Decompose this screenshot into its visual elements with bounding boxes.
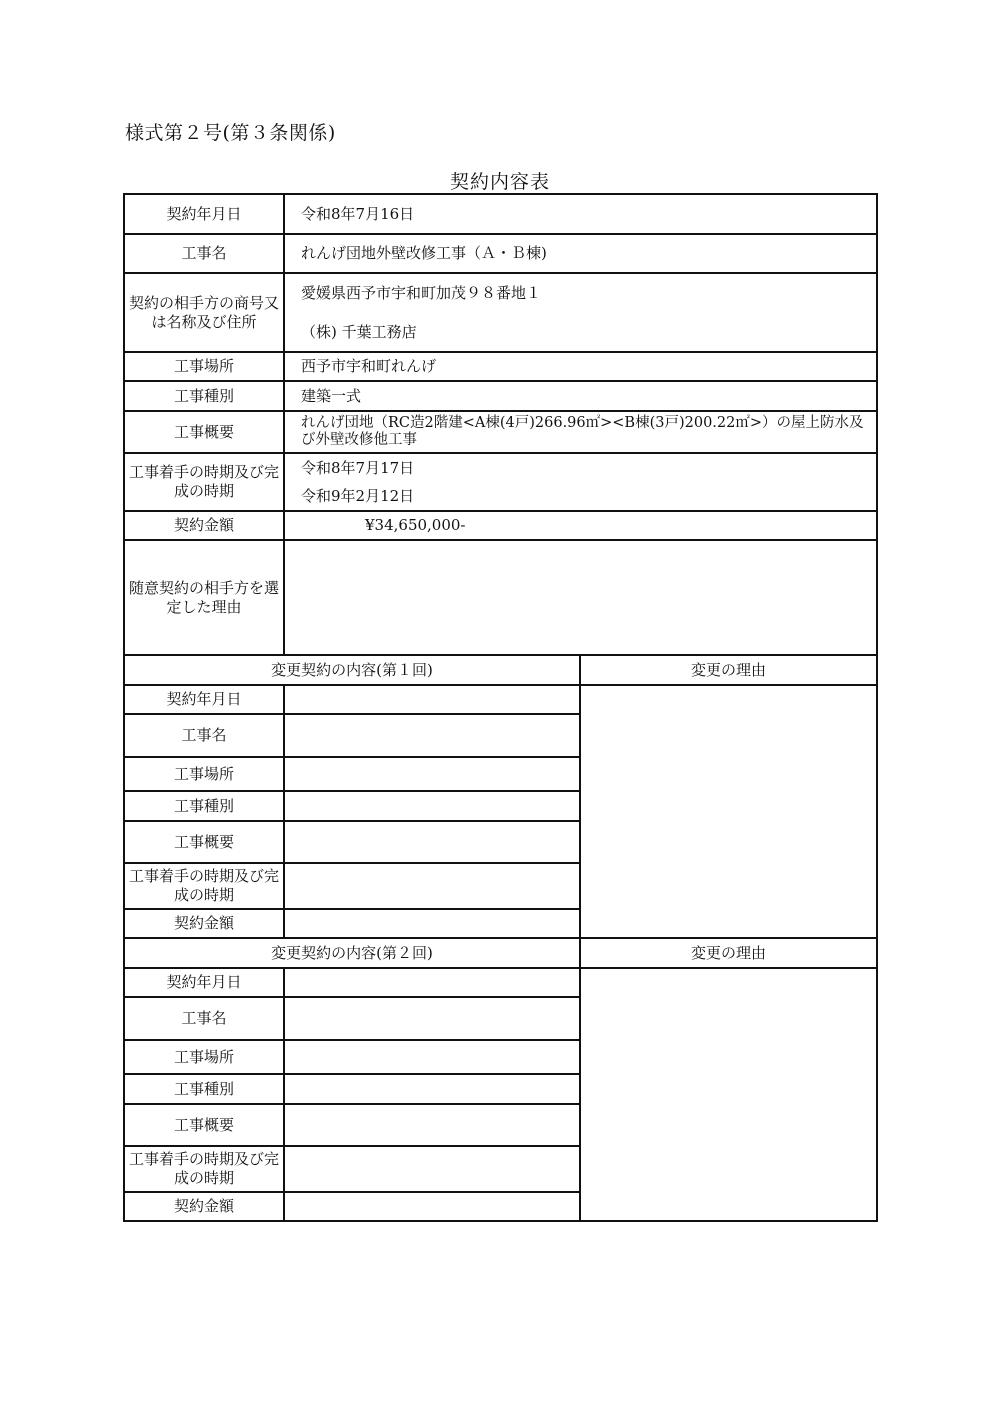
change-1-value bbox=[284, 791, 580, 821]
contract-amount-value: ¥34,650,000- bbox=[365, 516, 466, 534]
contract-amount-label: 契約金額 bbox=[124, 511, 284, 540]
change-2-reason-header: 変更の理由 bbox=[580, 938, 877, 968]
document-title: 契約内容表 bbox=[449, 171, 550, 193]
change-1-value bbox=[284, 685, 580, 714]
change-2-table bbox=[123, 937, 878, 1222]
work-summary-row bbox=[124, 411, 877, 453]
change-1-label: 工事着手の時期及び完成の時期 bbox=[124, 863, 284, 909]
contract-date-row bbox=[124, 194, 877, 234]
change-2-value bbox=[284, 1040, 580, 1074]
contract-party-label bbox=[124, 273, 284, 352]
change-2-label: 工事場所 bbox=[124, 1040, 284, 1074]
change-1-label: 工事概要 bbox=[124, 821, 284, 863]
change-1-value bbox=[284, 909, 580, 938]
work-period-end: 令和9年2月12日 bbox=[301, 486, 415, 505]
change-1-value bbox=[284, 821, 580, 863]
selection-reason-row bbox=[124, 540, 877, 655]
work-location-label: 工事場所 bbox=[124, 352, 284, 381]
work-type-row bbox=[124, 381, 877, 411]
contract-date-label: 契約年月日 bbox=[124, 194, 284, 234]
work-name-value: れんげ団地外壁改修工事（Ａ・Ｂ棟) bbox=[284, 234, 877, 273]
contract-date-value: 令和8年7月16日 bbox=[284, 194, 877, 234]
change-1-table bbox=[123, 654, 878, 939]
change-2-value bbox=[284, 997, 580, 1040]
work-type-value: 建築一式 bbox=[284, 381, 877, 411]
change-2-label: 契約年月日 bbox=[124, 968, 284, 997]
selection-reason-value bbox=[284, 540, 877, 655]
change-2-value bbox=[284, 1146, 580, 1192]
change-2-value bbox=[284, 1074, 580, 1104]
change-2-label: 工事着手の時期及び完成の時期 bbox=[124, 1146, 284, 1192]
change-1-value bbox=[284, 757, 580, 791]
work-type-label: 工事種別 bbox=[124, 381, 284, 411]
change-2-label: 工事種別 bbox=[124, 1074, 284, 1104]
contract-party-label-text: 契約の相手方の商号又は名称及び住所 bbox=[128, 293, 279, 331]
change-1-label: 契約金額 bbox=[124, 909, 284, 938]
change-1-row bbox=[124, 685, 877, 714]
change-1-header-row bbox=[124, 655, 877, 685]
contract-amount-row bbox=[124, 511, 877, 540]
change-2-value bbox=[284, 1104, 580, 1146]
contract-party-name: （株) 千葉工務店 bbox=[301, 323, 417, 341]
change-2-value bbox=[284, 1192, 580, 1221]
change-2-label: 契約金額 bbox=[124, 1192, 284, 1221]
work-summary-value: れんげ団地（RC造2階建<A棟(4戸)266.96㎡><B棟(3戸)200.22㎡>）の屋上防水及び外壁改修他工事 bbox=[284, 411, 877, 453]
contract-party-value bbox=[284, 273, 877, 352]
contract-party-row bbox=[124, 273, 877, 352]
change-1-reason-cell bbox=[580, 685, 877, 938]
change-1-header: 変更契約の内容(第１回) bbox=[124, 655, 580, 685]
change-2-header-row bbox=[124, 938, 877, 968]
change-2-reason-cell bbox=[580, 968, 877, 1221]
change-1-label: 工事名 bbox=[124, 714, 284, 757]
contract-table bbox=[123, 193, 878, 656]
work-location-row bbox=[124, 352, 877, 381]
change-2-header: 変更契約の内容(第２回) bbox=[124, 938, 580, 968]
contract-amount-cell bbox=[284, 511, 877, 540]
contract-party-address: 愛媛県西予市宇和町加茂９８番地１ bbox=[301, 284, 542, 302]
change-1-value bbox=[284, 714, 580, 757]
work-location-value: 西予市宇和町れんげ bbox=[284, 352, 877, 381]
change-2-label: 工事概要 bbox=[124, 1104, 284, 1146]
work-name-row bbox=[124, 234, 877, 273]
work-name-label: 工事名 bbox=[124, 234, 284, 273]
work-period-start: 令和8年7月17日 bbox=[301, 458, 415, 477]
work-period-value bbox=[284, 453, 877, 511]
change-1-reason-header: 変更の理由 bbox=[580, 655, 877, 685]
change-1-value bbox=[284, 863, 580, 909]
change-1-label: 工事種別 bbox=[124, 791, 284, 821]
form-number-label: 様式第２号(第３条関係) bbox=[125, 122, 336, 144]
change-2-value bbox=[284, 968, 580, 997]
change-2-row bbox=[124, 968, 877, 997]
work-period-row bbox=[124, 453, 877, 511]
change-1-label: 工事場所 bbox=[124, 757, 284, 791]
work-summary-label: 工事概要 bbox=[124, 411, 284, 453]
work-period-label: 工事着手の時期及び完成の時期 bbox=[124, 453, 284, 511]
selection-reason-label: 随意契約の相手方を選定した理由 bbox=[124, 540, 284, 655]
change-2-label: 工事名 bbox=[124, 997, 284, 1040]
change-1-label: 契約年月日 bbox=[124, 685, 284, 714]
